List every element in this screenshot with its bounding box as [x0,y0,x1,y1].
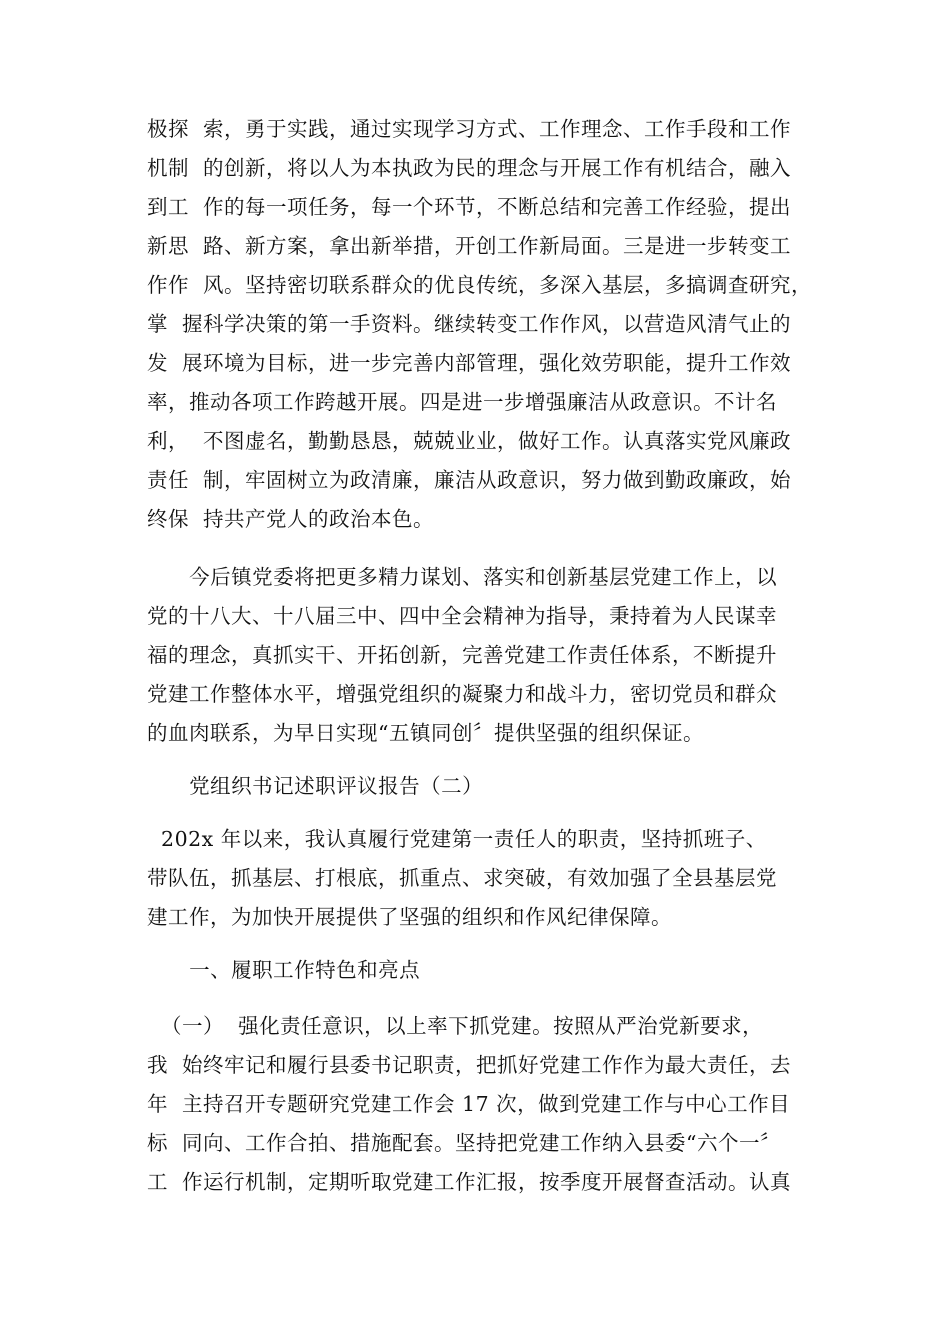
paragraph-line: 带队伍，抓基层、打根底，抓重点、求突破，有效加强了全县基层党 [147,866,777,890]
paragraph-line: 我 始终牢记和履行县委书记职责，把抓好党建工作作为最大责任，去 [147,1053,792,1077]
paragraph-line: 202x 年以来，我认真履行党建第一责任人的职责，坚持抓班子、 [147,827,767,851]
paragraph-line: 年 主持召开专题研究党建工作会 17 次，做到党建工作与中心工作目 [147,1092,791,1116]
paragraph-line: 的血肉联系，为早日实现“五镇同创〞提供坚强的组织保证。 [147,721,704,745]
paragraph-line: 标 同向、工作合拍、措施配套。坚持把党建工作纳入县委“六个一〞 [147,1131,782,1155]
paragraph-line: 作作 风。坚持密切联系群众的优良传统，多深入基层，多搞调查研究， [147,273,813,297]
paragraph-line: （一） 强化责任意识，以上率下抓党建。按照从严治党新要求， [147,1014,764,1038]
paragraph-line: 利， 不图虚名，勤勤恳恳，兢兢业业，做好工作。认真落实党风廉政 [147,429,792,453]
paragraph-line: 责任 制，牢固树立为政清廉，廉洁从政意识，努力做到勤政廉政，始 [147,468,792,492]
paragraph-line: 福的理念，真抓实干、开拓创新，完善党建工作责任体系，不断提升 [147,643,777,667]
paragraph-line: 率，推动各项工作跨越开展。四是进一步增强廉洁从政意识。不计名 [147,390,777,414]
paragraph-line: 掌 握科学决策的第一手资料。继续转变工作作风，以营造风清气止的 [147,312,792,336]
paragraph-line: 到工 作的每一项任务，每一个环节，不断总结和完善工作经验，提出 [147,195,792,219]
paragraph-line: 建工作，为加快开展提供了坚强的组织和作风纪律保障。 [147,905,672,929]
paragraph-line: 党的十八大、十八届三中、四中全会精神为指导，秉持着为人民谋幸 [147,604,777,628]
paragraph-line: 发 展环境为目标，进一步完善内部管理，强化效劳职能，提升工作效 [147,351,792,375]
paragraph-line: 终保 持共产党人的政治本色。 [147,507,435,531]
paragraph-line: 机制 的创新，将以人为本执政为民的理念与开展工作有机结合，融入 [147,156,792,180]
report-heading: 党组织书记述职评议报告（二） [147,774,484,798]
section-heading: 一、履职工作特色和亮点 [147,958,421,982]
paragraph-line: 极探 索，勇于实践，通过实现学习方式、工作理念、工作手段和工作 [147,117,792,141]
paragraph-line: 新思 路、新方案，拿出新举措，开创工作新局面。三是进一步转变工 [147,234,792,258]
paragraph-line: 工 作运行机制，定期听取党建工作汇报，按季度开展督查活动。认真 [147,1170,792,1194]
paragraph-line: 今后镇党委将把更多精力谋划、落实和创新基层党建工作上，以 [147,565,778,589]
paragraph-line: 党建工作整体水平，增强党组织的凝聚力和战斗力，密切党员和群众 [147,682,777,706]
